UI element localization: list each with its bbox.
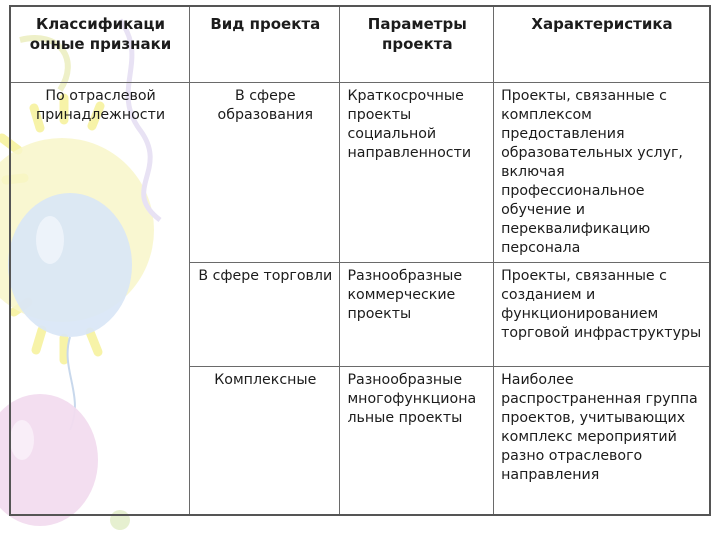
header-project-type: Вид проекта bbox=[190, 6, 340, 82]
header-characteristic: Характеристика bbox=[494, 6, 710, 82]
project-type-cell: Комплексные bbox=[190, 366, 340, 515]
table-row bbox=[10, 82, 710, 262]
project-parameters-cell: Разнообразные коммерческие проекты bbox=[340, 262, 494, 366]
header-project-parameters: Параметры проекта bbox=[340, 6, 494, 82]
project-characteristic-cell: Наиболее распространенная группа проектов, учитывающих комплекс мероприятий разно отраслевого направления bbox=[494, 366, 710, 515]
table-header-row bbox=[10, 6, 710, 82]
project-parameters-cell: Разнообразные многофункциона льные проекты bbox=[340, 366, 494, 515]
project-type-cell: В сфере образования bbox=[190, 82, 340, 262]
group-label-cell: По отраслевой принадлежности bbox=[10, 82, 190, 515]
project-characteristic-cell: Проекты, связанные с созданием и функционированием торговой инфраструктуры bbox=[494, 262, 710, 366]
header-classification-features: Классификаци онные признаки bbox=[10, 6, 190, 82]
project-type-cell: В сфере торговли bbox=[190, 262, 340, 366]
project-parameters-cell: Краткосрочные проекты социальной направленности bbox=[340, 82, 494, 262]
project-characteristic-cell: Проекты, связанные с комплексом предоставления образовательных услуг, включая профессиональное обучение и переквалификацию персонала bbox=[494, 82, 710, 262]
classification-table bbox=[9, 5, 711, 516]
